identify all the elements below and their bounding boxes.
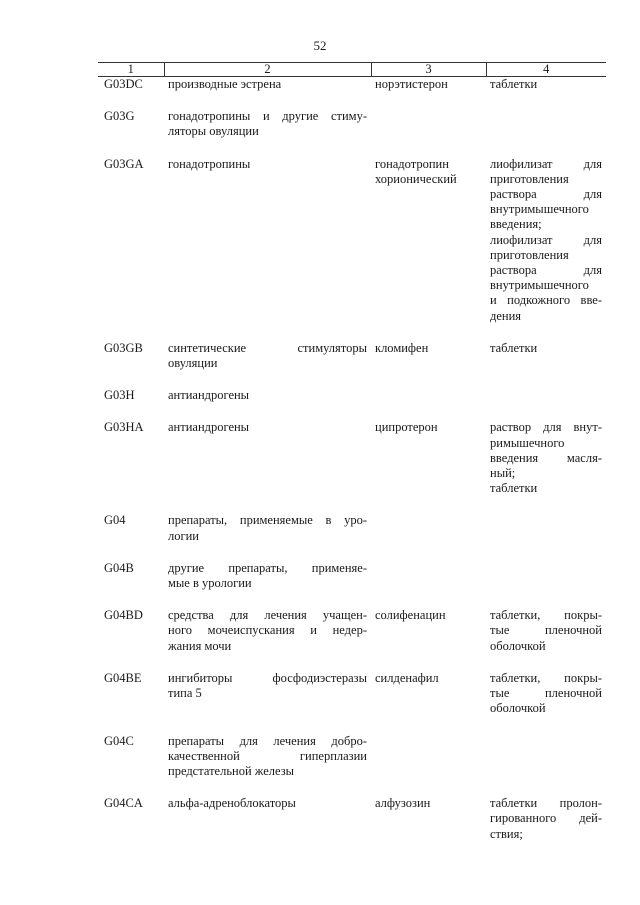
atc-code-cell: G03H [104, 388, 135, 403]
table-row [98, 77, 606, 110]
atc-code-cell: G04CA [104, 796, 143, 811]
table-header-row [98, 63, 606, 77]
dosage-form-cell: таблетки [490, 77, 538, 91]
anatomical-therapeutic-group-cell: средства для лечения учащен- ного мочеиспускания и недер- жания мочи [168, 608, 367, 653]
column-number-4: 4 [486, 63, 606, 77]
anatomical-therapeutic-group-cell: препараты, применяемые в уро- логии [168, 513, 367, 543]
table-body [98, 77, 606, 842]
active-substance-cell: солифенацин [375, 608, 446, 623]
atc-code-cell: G03DC [104, 77, 143, 91]
anatomical-therapeutic-group-cell: ингибиторы фосфодиэстеразы типа 5 [168, 670, 367, 701]
anatomical-therapeutic-group-cell: гонадотропины [168, 156, 251, 171]
table-row [98, 513, 606, 560]
atc-code-cell: G03G [104, 109, 135, 124]
table-row [98, 561, 606, 608]
active-substance-cell [371, 513, 486, 560]
table-row [98, 796, 606, 842]
dosage-form-cell [486, 734, 606, 797]
atc-code-cell: G03GB [104, 340, 143, 355]
anatomical-therapeutic-group-cell: препараты для лечения добро- качественной гиперплазии предстательной железы [168, 733, 367, 778]
dosage-form-cell: раствор для внут- римышечного введения масля- ный; таблетки [490, 420, 602, 496]
table-row [98, 608, 606, 671]
dosage-form-cell [486, 109, 606, 156]
drug-classification-table [98, 62, 606, 842]
page-number: 52 [313, 38, 327, 53]
table-row [98, 109, 606, 156]
atc-code-cell: G04 [104, 513, 126, 528]
atc-code-cell: G03HA [104, 420, 144, 435]
active-substance-cell: силденафил [375, 670, 439, 685]
active-substance-cell: норэтистерон [375, 77, 448, 91]
anatomical-therapeutic-group-cell: синтетические стимуляторы овуляции [168, 340, 367, 371]
atc-code-cell: G04BE [104, 670, 142, 685]
table-row [98, 734, 606, 797]
column-number-3: 3 [371, 63, 486, 77]
drug-classification-table-container [98, 62, 606, 842]
table-row [98, 157, 606, 341]
active-substance-cell: гонадотропин хорионический [375, 156, 457, 186]
dosage-form-cell [486, 388, 606, 420]
dosage-form-cell: таблетки пролон- гированного дей- ствия; [490, 796, 602, 841]
anatomical-therapeutic-group-cell: антиандрогены [168, 420, 250, 435]
active-substance-cell: алфузозин [375, 796, 431, 811]
atc-code-cell: G04B [104, 560, 134, 575]
anatomical-therapeutic-group-cell: гонадотропины и другие стиму- ляторы овуляции [168, 109, 367, 139]
table-row [98, 671, 606, 734]
active-substance-cell [371, 734, 486, 797]
active-substance-cell [371, 388, 486, 420]
anatomical-therapeutic-group-cell: антиандрогены [168, 388, 250, 403]
dosage-form-cell: таблетки [490, 340, 538, 355]
column-number-1: 1 [98, 63, 164, 77]
table-row [98, 388, 606, 420]
anatomical-therapeutic-group-cell: альфа-адреноблокаторы [168, 796, 296, 811]
anatomical-therapeutic-group-cell: другие препараты, применяе- мые в урологии [168, 560, 367, 591]
dosage-form-cell: таблетки, покры- тые пленочной оболочкой [490, 608, 602, 653]
active-substance-cell [371, 561, 486, 608]
column-number-2: 2 [164, 63, 371, 77]
dosage-form-cell [486, 561, 606, 608]
active-substance-cell: ципротерон [375, 420, 438, 435]
atc-code-cell: G03GA [104, 156, 144, 171]
atc-code-cell: G04BD [104, 608, 143, 623]
table-row [98, 420, 606, 513]
active-substance-cell: кломифен [375, 340, 429, 355]
dosage-form-cell [486, 513, 606, 560]
atc-code-cell: G04C [104, 733, 134, 748]
active-substance-cell [371, 109, 486, 156]
table-row [98, 341, 606, 388]
dosage-form-cell: лиофилизат для приготовления раствора для внутримышечного введения; лиофилизат для приготовления раствора для внутримышечного и подкожного вве- дения [490, 156, 602, 323]
anatomical-therapeutic-group-cell: производные эстрена [168, 77, 282, 91]
dosage-form-cell: таблетки, покры- тые пленочной оболочкой [490, 670, 602, 716]
